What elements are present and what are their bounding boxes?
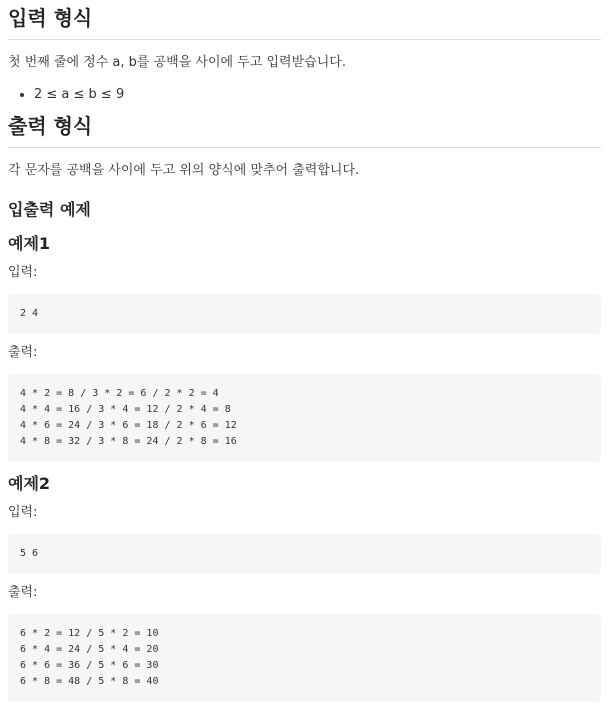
example-1-input-label: 입력: [8,265,38,280]
example-2-input-label: 입력: [8,505,38,520]
examples-heading: 입출력 예제 [8,200,91,219]
code-line: 6 * 8 = 48 / 5 * 8 = 40 [20,676,159,687]
output-format-description: 각 문자를 공백을 사이에 두고 위의 양식에 맞추어 출력합니다. [8,163,360,178]
input-format-description: 첫 번째 줄에 정수 a, b를 공백을 사이에 두고 입력받습니다. [8,55,346,70]
code-line: 4 * 4 = 16 / 3 * 4 = 12 / 2 * 4 = 8 [20,404,231,415]
example-1-output-label: 출력: [8,345,38,360]
code-line: 4 * 6 = 24 / 3 * 6 = 18 / 2 * 6 = 12 [20,420,237,431]
problem-document [8,0,601,702]
example-1-input-block [8,294,601,334]
input-format-heading: 입력 형식 [8,6,601,40]
code-line: 2 4 [20,308,39,319]
code-line: 4 * 2 = 8 / 3 * 2 = 6 / 2 * 2 = 4 [20,388,219,399]
example-2-title: 예제2 [8,474,51,493]
example-2-output-block [8,614,601,702]
code-line: 6 * 6 = 36 / 5 * 6 = 30 [20,660,159,671]
code-line: 6 * 2 = 12 / 5 * 2 = 10 [20,628,159,639]
constraints-list [8,86,601,104]
example-2-input-block [8,534,601,574]
constraint-item: • 2 ≤ a ≤ b ≤ 9 [34,86,601,104]
output-format-heading: 출력 형식 [8,114,601,148]
code-line: 6 * 4 = 24 / 5 * 4 = 20 [20,644,159,655]
example-2-output-label: 출력: [8,585,38,600]
example-1-title: 예제1 [8,234,51,253]
code-line: 4 * 8 = 32 / 3 * 8 = 24 / 2 * 8 = 16 [20,436,237,447]
example-1-output-block [8,374,601,462]
code-line: 5 6 [20,548,39,559]
